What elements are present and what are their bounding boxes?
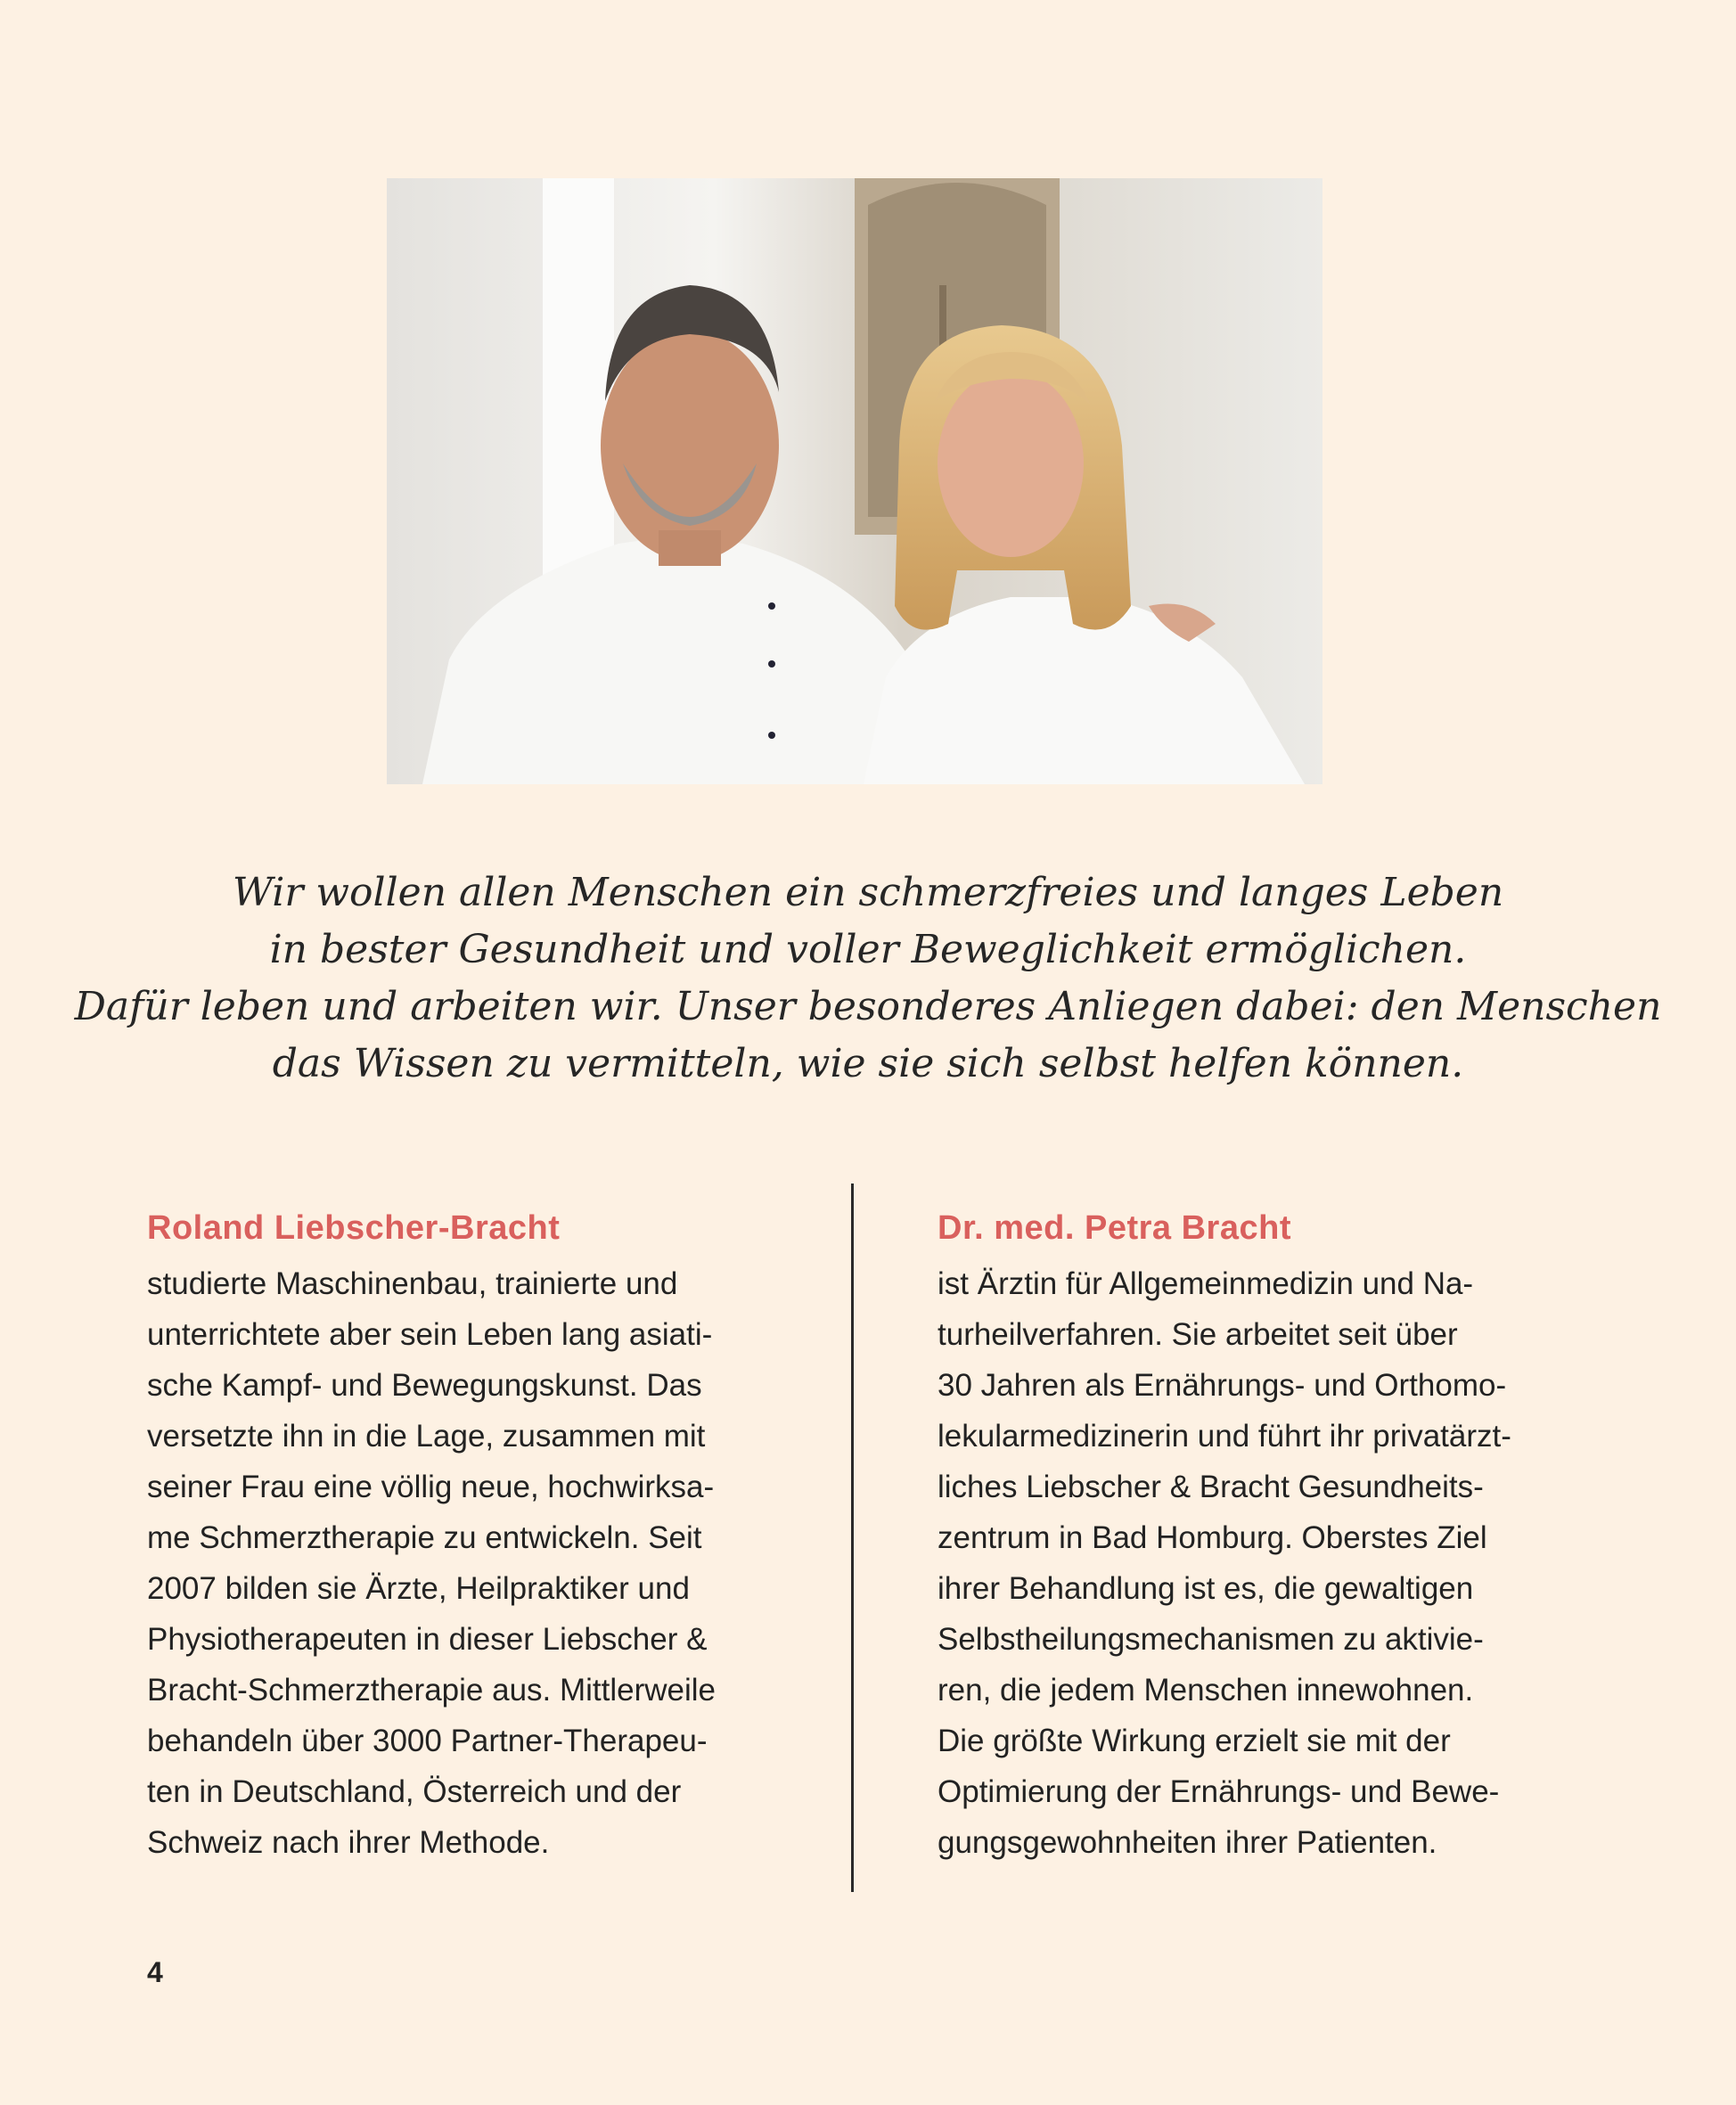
bio-line: seiner Frau eine völlig neue, hochwirksa- — [147, 1470, 715, 1504]
bio-line: behandeln über 3000 Partner-Therapeu- — [147, 1724, 708, 1758]
bio-line: Selbstheilungsmechanismen zu aktivie- — [938, 1622, 1484, 1657]
quote-line: Wir wollen allen Menschen ein schmerzfreies und langes Leben — [232, 870, 1504, 915]
bio-line: 30 Jahren als Ernährungs- und Orthomo- — [938, 1368, 1507, 1403]
bio-line: zentrum in Bad Homburg. Oberstes Ziel — [938, 1520, 1487, 1555]
bio-line: sche Kampf- und Bewegungskunst. Das — [147, 1368, 702, 1403]
bio-line: Physiotherapeuten in dieser Liebscher & — [147, 1622, 708, 1657]
bio-line: studierte Maschinenbau, trainierte und — [147, 1266, 678, 1301]
bio-line: Bracht-Schmerztherapie aus. Mittlerweile — [147, 1673, 717, 1708]
mission-quote — [0, 864, 1736, 1093]
bio-line: ihrer Behandlung ist es, die gewaltigen — [938, 1571, 1474, 1606]
quote-line: Dafür leben und arbeiten wir. Unser besonderes Anliegen dabei: den Menschen — [74, 984, 1662, 1029]
bio-line: Optimierung der Ernährungs- und Bewe- — [938, 1774, 1500, 1809]
bio-line: turheilverfahren. Sie arbeitet seit über — [938, 1317, 1458, 1352]
bio-line: lekularmedizinerin und führt ihr privatärzt- — [938, 1419, 1511, 1454]
bio-line: gungsgewohnheiten ihrer Patienten. — [938, 1825, 1437, 1860]
bio-line: ist Ärztin für Allgemeinmedizin und Na- — [938, 1266, 1474, 1301]
bio-name: Roland Liebscher-Bracht — [147, 1209, 561, 1247]
page-number: 4 — [147, 1956, 163, 1988]
portrait-photo — [387, 178, 1322, 784]
bio-line: me Schmerztherapie zu entwickeln. Seit — [147, 1520, 702, 1555]
bio-line: 2007 bilden sie Ärzte, Heilpraktiker und — [147, 1571, 690, 1606]
bio-line: liches Liebscher & Bracht Gesundheits- — [938, 1470, 1484, 1504]
quote-line: in bester Gesundheit und voller Beweglichkeit ermöglichen. — [269, 927, 1467, 972]
bio-line: versetzte ihn in die Lage, zusammen mit — [147, 1419, 706, 1454]
column-divider — [851, 1184, 854, 1892]
bio-line: Schweiz nach ihrer Methode. — [147, 1825, 550, 1860]
bio-roland — [147, 1203, 824, 1868]
bio-line: Die größte Wirkung erzielt sie mit der — [938, 1724, 1451, 1758]
bio-line: unterrichtete aber sein Leben lang asiati- — [147, 1317, 713, 1352]
quote-line: das Wissen zu vermitteln, wie sie sich selbst helfen können. — [272, 1041, 1464, 1086]
bio-line: ten in Deutschland, Österreich und der — [147, 1774, 682, 1809]
bio-line: ren, die jedem Menschen innewohnen. — [938, 1673, 1474, 1708]
bio-petra — [938, 1203, 1615, 1868]
bio-name: Dr. med. Petra Bracht — [938, 1209, 1291, 1247]
